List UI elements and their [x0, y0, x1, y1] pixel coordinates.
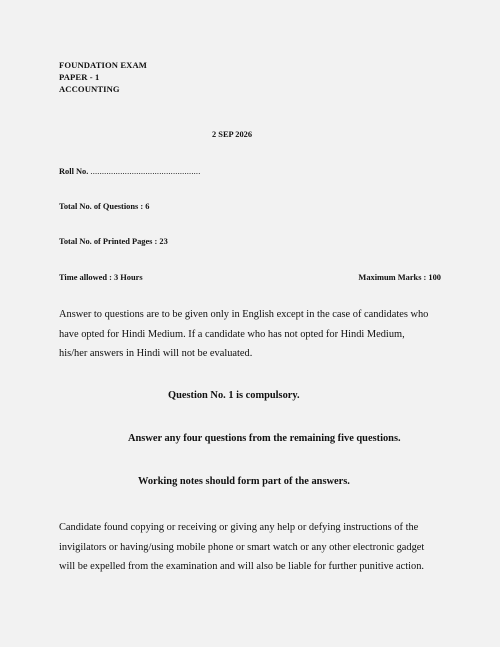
compulsory-instruction: Question No. 1 is compulsory. — [168, 390, 300, 401]
medium-instruction-paragraph — [59, 305, 428, 364]
roll-no-row — [59, 167, 201, 176]
paragraph-line: invigilators or having/using mobile phone or smart watch or any other electronic gadget — [59, 541, 425, 553]
working-notes-instruction: Working notes should form part of the answers. — [138, 476, 350, 487]
maximum-marks: Maximum Marks : 100 — [358, 273, 441, 282]
total-printed-pages: Total No. of Printed Pages : 23 — [59, 237, 168, 246]
misconduct-notice-paragraph — [59, 518, 424, 577]
exam-date: 2 SEP 2026 — [212, 130, 253, 139]
paragraph-line: have opted for Hindi Medium. If a candidate who has not opted for Hindi Medium, — [59, 328, 405, 340]
exam-title: FOUNDATION EXAM — [59, 60, 147, 70]
total-questions: Total No. of Questions : 6 — [59, 202, 150, 211]
subject-name: ACCOUNTING — [59, 84, 120, 94]
paragraph-line: Candidate found copying or receiving or giving any help or defying instructions of the — [59, 522, 419, 533]
roll-no-label: Roll No. — [59, 167, 89, 176]
paragraph-line: will be expelled from the examination and will also be liable for further punitive action. — [59, 561, 425, 572]
answer-four-instruction: Answer any four questions from the remaining five questions. — [128, 433, 401, 444]
paragraph-line: Answer to questions are to be given only in English except in the case of candidates who — [59, 309, 429, 320]
time-allowed: Time allowed : 3 Hours — [59, 273, 143, 282]
paragraph-line: his/her answers in Hindi will not be evaluated. — [59, 348, 253, 359]
roll-no-blank: ................................................ — [90, 167, 201, 176]
paper-number: PAPER - 1 — [59, 72, 100, 82]
